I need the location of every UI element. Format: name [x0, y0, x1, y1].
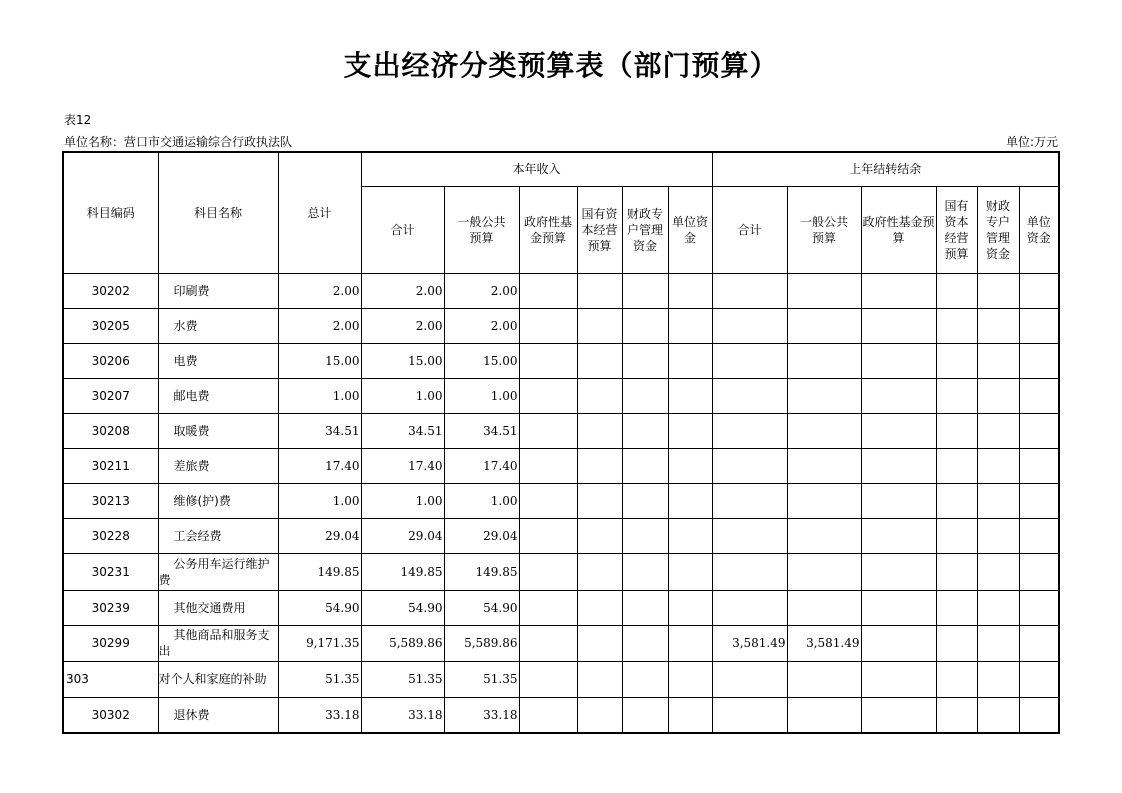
unit-name: 单位名称：营口市交通运输综合行政执法队 — [64, 135, 293, 149]
cell-ci-state — [577, 343, 622, 378]
cell-co-unit — [1019, 343, 1059, 378]
cell-ci-state — [577, 697, 622, 733]
header-current-income: 本年收入 — [361, 152, 712, 186]
cell-co-state — [936, 625, 977, 661]
cell-co-state — [936, 378, 977, 413]
table-number: 表12 — [64, 113, 92, 127]
cell-ci-state — [577, 625, 622, 661]
cell-co-unit — [1019, 625, 1059, 661]
cell-code: 30228 — [63, 518, 158, 553]
table-row — [63, 553, 1059, 590]
cell-ci-total: 51.35 — [361, 661, 444, 697]
cell-co-special — [977, 661, 1019, 697]
cell-co-fund — [861, 343, 936, 378]
cell-co-fund — [861, 661, 936, 697]
cell-ci-general: 34.51 — [444, 413, 519, 448]
table-row — [63, 343, 1059, 378]
cell-co-state — [936, 553, 977, 590]
cell-total: 1.00 — [278, 483, 361, 518]
cell-name: 对个人和家庭的补助 — [158, 661, 278, 697]
cell-ci-special — [622, 625, 668, 661]
cell-co-fund — [861, 553, 936, 590]
cell-ci-special — [622, 308, 668, 343]
cell-co-general — [787, 553, 861, 590]
cell-co-unit — [1019, 518, 1059, 553]
cell-ci-state — [577, 553, 622, 590]
header-carryover: 上年结转结余 — [712, 152, 1059, 186]
cell-ci-special — [622, 483, 668, 518]
cell-name: 公务用车运行维护费 — [158, 553, 278, 590]
cell-ci-total: 1.00 — [361, 483, 444, 518]
table-row — [63, 413, 1059, 448]
table-row — [63, 273, 1059, 308]
cell-ci-fund — [519, 697, 577, 733]
cell-ci-special — [622, 273, 668, 308]
cell-name: 电费 — [158, 343, 278, 378]
cell-co-unit — [1019, 273, 1059, 308]
cell-co-general — [787, 308, 861, 343]
cell-ci-special — [622, 448, 668, 483]
cell-co-special — [977, 697, 1019, 733]
cell-co-unit — [1019, 661, 1059, 697]
cell-ci-unit — [668, 413, 712, 448]
cell-co-general — [787, 518, 861, 553]
header-ci-total: 合计 — [361, 186, 444, 273]
cell-code: 30302 — [63, 697, 158, 733]
cell-ci-fund — [519, 378, 577, 413]
header-total: 总计 — [278, 152, 361, 273]
cell-total: 34.51 — [278, 413, 361, 448]
cell-co-general — [787, 590, 861, 625]
cell-ci-fund — [519, 308, 577, 343]
header-co-total: 合计 — [712, 186, 787, 273]
cell-ci-general: 54.90 — [444, 590, 519, 625]
cell-co-special — [977, 308, 1019, 343]
table-row — [63, 590, 1059, 625]
table-row — [63, 661, 1059, 697]
table-row — [63, 448, 1059, 483]
cell-ci-unit — [668, 697, 712, 733]
cell-total: 29.04 — [278, 518, 361, 553]
header-ci-unit: 单位资金 — [668, 186, 712, 273]
cell-code: 30207 — [63, 378, 158, 413]
table-row — [63, 483, 1059, 518]
cell-total: 2.00 — [278, 273, 361, 308]
cell-co-special — [977, 553, 1019, 590]
cell-ci-total: 33.18 — [361, 697, 444, 733]
cell-co-general — [787, 697, 861, 733]
cell-ci-unit — [668, 518, 712, 553]
cell-co-special — [977, 483, 1019, 518]
cell-ci-general: 33.18 — [444, 697, 519, 733]
cell-co-unit — [1019, 483, 1059, 518]
cell-ci-unit — [668, 308, 712, 343]
cell-co-total — [712, 697, 787, 733]
header-ci-special: 财政专户管理资金 — [622, 186, 668, 273]
cell-code: 30299 — [63, 625, 158, 661]
cell-ci-general: 1.00 — [444, 378, 519, 413]
cell-co-general — [787, 343, 861, 378]
cell-co-unit — [1019, 378, 1059, 413]
table-row — [63, 697, 1059, 733]
cell-ci-total: 29.04 — [361, 518, 444, 553]
header-co-special: 财政专户管理资金 — [977, 186, 1019, 273]
cell-co-total — [712, 518, 787, 553]
cell-co-unit — [1019, 413, 1059, 448]
cell-ci-state — [577, 448, 622, 483]
cell-ci-total: 2.00 — [361, 273, 444, 308]
cell-co-total — [712, 590, 787, 625]
cell-co-total — [712, 343, 787, 378]
cell-name: 工会经费 — [158, 518, 278, 553]
cell-co-unit — [1019, 448, 1059, 483]
cell-ci-state — [577, 378, 622, 413]
cell-name: 退休费 — [158, 697, 278, 733]
cell-co-general: 3,581.49 — [787, 625, 861, 661]
header-name: 科目名称 — [158, 152, 278, 273]
cell-ci-state — [577, 483, 622, 518]
cell-ci-fund — [519, 625, 577, 661]
cell-name: 印刷费 — [158, 273, 278, 308]
cell-name: 邮电费 — [158, 378, 278, 413]
cell-ci-general: 51.35 — [444, 661, 519, 697]
cell-co-state — [936, 518, 977, 553]
cell-name: 水费 — [158, 308, 278, 343]
cell-co-total: 3,581.49 — [712, 625, 787, 661]
cell-ci-state — [577, 308, 622, 343]
cell-co-unit — [1019, 308, 1059, 343]
cell-ci-unit — [668, 625, 712, 661]
cell-ci-special — [622, 413, 668, 448]
cell-total: 2.00 — [278, 308, 361, 343]
cell-total: 9,171.35 — [278, 625, 361, 661]
cell-co-fund — [861, 697, 936, 733]
cell-code: 30231 — [63, 553, 158, 590]
cell-total: 149.85 — [278, 553, 361, 590]
cell-co-fund — [861, 308, 936, 343]
cell-co-general — [787, 448, 861, 483]
cell-ci-general: 2.00 — [444, 273, 519, 308]
cell-co-total — [712, 448, 787, 483]
cell-co-general — [787, 378, 861, 413]
cell-co-state — [936, 661, 977, 697]
cell-co-fund — [861, 413, 936, 448]
header-row-1 — [63, 152, 1059, 186]
cell-ci-unit — [668, 273, 712, 308]
cell-ci-unit — [668, 448, 712, 483]
cell-name: 其他交通费用 — [158, 590, 278, 625]
cell-ci-fund — [519, 448, 577, 483]
cell-ci-unit — [668, 661, 712, 697]
cell-ci-total: 54.90 — [361, 590, 444, 625]
cell-ci-fund — [519, 413, 577, 448]
cell-ci-fund — [519, 343, 577, 378]
cell-co-fund — [861, 273, 936, 308]
header-ci-general: 一般公共预算 — [444, 186, 519, 273]
cell-total: 1.00 — [278, 378, 361, 413]
cell-co-state — [936, 413, 977, 448]
table-row — [63, 518, 1059, 553]
cell-code: 30239 — [63, 590, 158, 625]
cell-total: 51.35 — [278, 661, 361, 697]
cell-code: 30213 — [63, 483, 158, 518]
cell-ci-general: 29.04 — [444, 518, 519, 553]
cell-co-special — [977, 625, 1019, 661]
cell-ci-general: 2.00 — [444, 308, 519, 343]
cell-co-fund — [861, 590, 936, 625]
cell-co-special — [977, 518, 1019, 553]
cell-ci-total: 1.00 — [361, 378, 444, 413]
cell-co-total — [712, 378, 787, 413]
cell-co-fund — [861, 448, 936, 483]
cell-co-unit — [1019, 697, 1059, 733]
header-ci-state: 国有资本经营预算 — [577, 186, 622, 273]
cell-co-total — [712, 308, 787, 343]
cell-name: 维修(护)费 — [158, 483, 278, 518]
cell-ci-total: 2.00 — [361, 308, 444, 343]
cell-ci-unit — [668, 553, 712, 590]
cell-ci-total: 17.40 — [361, 448, 444, 483]
cell-co-special — [977, 273, 1019, 308]
budget-table — [62, 151, 1060, 734]
cell-co-state — [936, 308, 977, 343]
cell-total: 33.18 — [278, 697, 361, 733]
header-co-fund: 政府性基金预算 — [861, 186, 936, 273]
cell-name: 取暖费 — [158, 413, 278, 448]
cell-ci-unit — [668, 343, 712, 378]
cell-co-general — [787, 661, 861, 697]
cell-ci-total: 15.00 — [361, 343, 444, 378]
cell-co-state — [936, 273, 977, 308]
cell-ci-special — [622, 553, 668, 590]
cell-ci-general: 149.85 — [444, 553, 519, 590]
cell-ci-general: 17.40 — [444, 448, 519, 483]
cell-co-special — [977, 343, 1019, 378]
cell-co-total — [712, 483, 787, 518]
cell-co-general — [787, 483, 861, 518]
cell-ci-special — [622, 697, 668, 733]
cell-code: 30206 — [63, 343, 158, 378]
cell-ci-state — [577, 661, 622, 697]
header-ci-fund: 政府性基金预算 — [519, 186, 577, 273]
cell-name: 差旅费 — [158, 448, 278, 483]
cell-co-total — [712, 661, 787, 697]
cell-co-state — [936, 343, 977, 378]
cell-co-special — [977, 413, 1019, 448]
cell-ci-state — [577, 518, 622, 553]
cell-co-fund — [861, 625, 936, 661]
table-row — [63, 378, 1059, 413]
cell-ci-state — [577, 413, 622, 448]
cell-name: 其他商品和服务支出 — [158, 625, 278, 661]
cell-ci-fund — [519, 483, 577, 518]
cell-ci-fund — [519, 273, 577, 308]
cell-ci-state — [577, 273, 622, 308]
cell-co-special — [977, 378, 1019, 413]
cell-ci-special — [622, 661, 668, 697]
unit-label: 单位:万元 — [1005, 135, 1058, 149]
cell-co-state — [936, 590, 977, 625]
cell-co-fund — [861, 378, 936, 413]
cell-ci-unit — [668, 590, 712, 625]
cell-ci-total: 149.85 — [361, 553, 444, 590]
cell-ci-general: 1.00 — [444, 483, 519, 518]
cell-co-total — [712, 553, 787, 590]
cell-co-general — [787, 413, 861, 448]
header-co-unit: 单位资金 — [1019, 186, 1059, 273]
cell-co-unit — [1019, 553, 1059, 590]
cell-code: 30211 — [63, 448, 158, 483]
cell-co-special — [977, 448, 1019, 483]
table-row — [63, 308, 1059, 343]
cell-co-unit — [1019, 590, 1059, 625]
cell-ci-special — [622, 518, 668, 553]
cell-code: 30205 — [63, 308, 158, 343]
cell-ci-special — [622, 343, 668, 378]
cell-ci-general: 5,589.86 — [444, 625, 519, 661]
page-title: 支出经济分类预算表（部门预算） — [343, 49, 779, 82]
cell-ci-special — [622, 590, 668, 625]
cell-co-special — [977, 590, 1019, 625]
cell-co-total — [712, 413, 787, 448]
cell-ci-fund — [519, 518, 577, 553]
cell-ci-fund — [519, 661, 577, 697]
header-code: 科目编码 — [63, 152, 158, 273]
header-co-general: 一般公共预算 — [787, 186, 861, 273]
cell-ci-special — [622, 378, 668, 413]
cell-co-state — [936, 697, 977, 733]
cell-total: 17.40 — [278, 448, 361, 483]
cell-co-fund — [861, 518, 936, 553]
cell-ci-unit — [668, 483, 712, 518]
cell-ci-unit — [668, 378, 712, 413]
cell-code: 30202 — [63, 273, 158, 308]
table-row — [63, 625, 1059, 661]
cell-ci-total: 5,589.86 — [361, 625, 444, 661]
cell-total: 15.00 — [278, 343, 361, 378]
cell-co-total — [712, 273, 787, 308]
cell-co-fund — [861, 483, 936, 518]
cell-ci-general: 15.00 — [444, 343, 519, 378]
cell-code: 30208 — [63, 413, 158, 448]
cell-co-general — [787, 273, 861, 308]
cell-co-state — [936, 448, 977, 483]
cell-ci-state — [577, 590, 622, 625]
cell-code: 303 — [63, 661, 158, 697]
cell-total: 54.90 — [278, 590, 361, 625]
cell-ci-total: 34.51 — [361, 413, 444, 448]
cell-ci-fund — [519, 553, 577, 590]
cell-ci-fund — [519, 590, 577, 625]
header-co-state: 国有资本经营预算 — [936, 186, 977, 273]
cell-co-state — [936, 483, 977, 518]
